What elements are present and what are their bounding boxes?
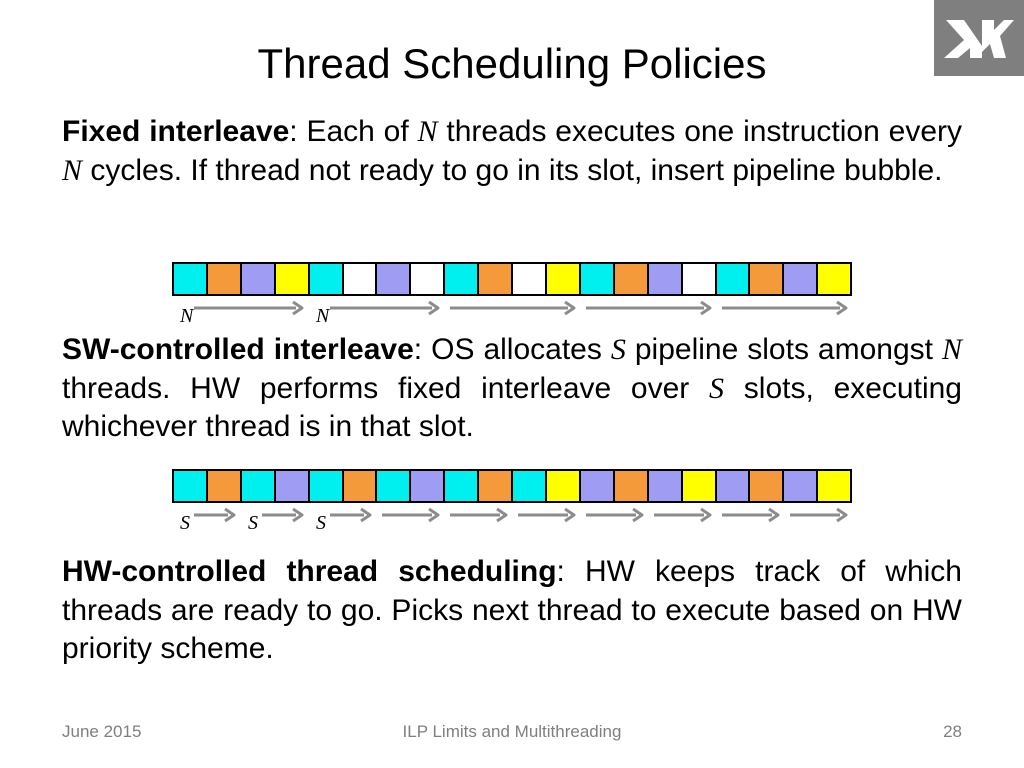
slot-arrow <box>518 509 574 521</box>
pipeline-slot <box>717 264 751 294</box>
pipeline-slot <box>513 264 547 294</box>
pipeline-slot <box>513 471 547 501</box>
pipeline-slot <box>242 264 276 294</box>
pipeline-slots-sw-interleave <box>172 469 852 503</box>
pipeline-slot <box>208 264 242 294</box>
pipeline-slot <box>615 264 649 294</box>
math-var: N <box>417 115 438 148</box>
pipeline-slot <box>683 471 717 501</box>
pipeline-slot <box>242 471 276 501</box>
slot-arrow <box>790 509 846 521</box>
pipeline-slot <box>411 264 445 294</box>
page-title: Thread Scheduling Policies <box>257 40 767 87</box>
arrow-label: S <box>316 512 326 534</box>
pipeline-slot <box>276 471 310 501</box>
arrow-label: N <box>316 305 330 327</box>
footer-date: June 2015 <box>62 722 142 741</box>
pipeline-slot <box>344 471 378 501</box>
pipeline-slot <box>344 264 378 294</box>
pipeline-slot <box>411 471 445 501</box>
slot-arrow <box>315 302 438 327</box>
slot-arrow <box>180 509 234 534</box>
pipeline-slot <box>750 471 784 501</box>
section-heading: HW-controlled thread scheduling <box>62 555 557 588</box>
math-var: S <box>709 371 725 405</box>
slot-arrow <box>450 302 574 314</box>
pipeline-slot <box>818 264 850 294</box>
section-sw-controlled-interleave: SW-controlled interleave: OS allocates S pipeline slots amongst N threads. HW performs fixed interleave over S slots, executing whichever thread is in that slot. <box>62 333 962 443</box>
pipeline-slot <box>581 264 615 294</box>
pipeline-slot <box>615 471 649 501</box>
pipeline-slot <box>174 264 208 294</box>
pipeline-slot <box>276 264 310 294</box>
footer-title: ILP Limits and Multithreading <box>402 722 622 741</box>
page-number: 28 <box>943 722 962 741</box>
pipeline-slot <box>310 264 344 294</box>
pipeline-slot <box>750 264 784 294</box>
pipeline-slot <box>479 264 513 294</box>
slot-arrow <box>722 302 846 314</box>
pipeline-slot <box>445 264 479 294</box>
slot-arrow <box>179 302 302 327</box>
arrow-label: S <box>248 512 258 534</box>
pipeline-slot <box>174 471 208 501</box>
pipeline-slot <box>208 471 242 501</box>
pipeline-slot <box>784 471 818 501</box>
arrow-label: N <box>180 305 194 327</box>
section-hw-controlled-scheduling: HW-controlled thread scheduling: HW keeps track of which threads are ready to go. Picks next thread to execute based on HW priority scheme. <box>62 555 962 665</box>
section-heading: Fixed interleave <box>62 115 290 148</box>
arrow-label: S <box>180 512 190 534</box>
math-var: N <box>62 153 83 187</box>
pipeline-slot <box>818 471 850 501</box>
slot-arrow <box>586 302 710 314</box>
pipeline-slot <box>717 471 751 501</box>
pipeline-slot <box>649 471 683 501</box>
section-fixed-interleave: Fixed interleave: Each of N threads executes one instruction every N cycles. If thread not ready to go in its slot, insert pipeline bubble. <box>62 115 962 187</box>
pipeline-slot <box>547 471 581 501</box>
slot-arrow <box>382 509 438 521</box>
slot-arrow <box>722 509 778 521</box>
pipeline-slot <box>479 471 513 501</box>
pipeline-slot <box>377 264 411 294</box>
pipeline-slot <box>445 471 479 501</box>
pipeline-slot <box>683 264 717 294</box>
pipeline-slot <box>377 471 411 501</box>
slot-arrow <box>450 509 506 521</box>
section-heading: SW-controlled interleave <box>62 333 414 366</box>
pipeline-slot <box>784 264 818 294</box>
math-var: S <box>610 333 626 366</box>
pipeline-slots-fixed-interleave <box>172 262 852 296</box>
slot-arrow <box>654 509 710 521</box>
pipeline-slot <box>581 471 615 501</box>
slot-arrows-sw-interleave <box>150 503 870 543</box>
pipeline-slot <box>649 264 683 294</box>
slot-arrow <box>316 509 370 534</box>
math-var: N <box>941 333 962 366</box>
slot-arrows-fixed-interleave <box>150 296 870 336</box>
pipeline-slot <box>547 264 581 294</box>
slot-arrow <box>248 509 302 534</box>
slot-arrow <box>586 509 642 521</box>
pipeline-slot <box>310 471 344 501</box>
